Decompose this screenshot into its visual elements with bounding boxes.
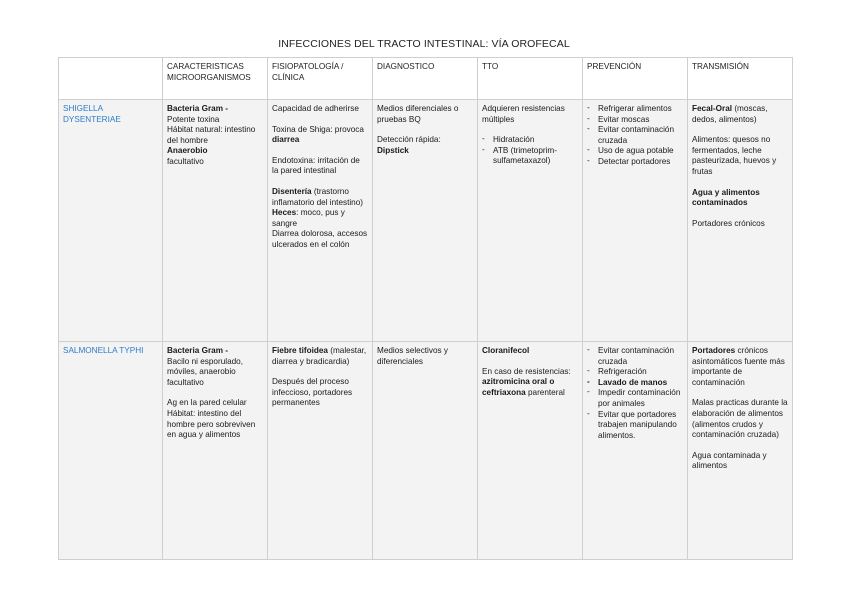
cell-text: Detección rápida: <box>377 135 441 145</box>
cell-text: Capacidad de adherirse <box>272 104 359 113</box>
header-fisiopatologia: FISIOPATOLOGÍA / CLÍNICA <box>268 58 373 100</box>
cell-text: Medios selectivos y diferenciales <box>377 346 448 366</box>
header-transmision: TRANSMISIÓN <box>688 58 793 100</box>
cell-text: Anaerobio <box>167 146 208 156</box>
cell-transmision <box>688 342 793 560</box>
cell-text: Bacteria Gram - <box>167 104 228 113</box>
list-item: - Refrigerar alimentos <box>587 104 683 115</box>
list-item: - Refrigeración <box>587 367 683 378</box>
cell-text: (moscas, dedos, alimentos) <box>692 104 768 124</box>
cell-text: Hábitat: intestino del hombre pero sobreviven en agua y alimentos <box>167 408 256 440</box>
cell-text: Bacilo ni esporulado, móviles, anaerobio facultativo <box>167 356 244 387</box>
cell-text: Agua contaminada y alimentos <box>692 450 767 471</box>
table-row <box>59 100 793 342</box>
cell-prevencion <box>583 342 688 560</box>
cell-text: (trastorno inflamatorio del intestino) <box>272 186 364 207</box>
cell-caracteristicas <box>163 342 268 560</box>
cell-text: Fecal-Oral <box>692 104 733 113</box>
cell-text: Portadores <box>692 346 736 355</box>
cell-text: Toxina de Shiga: provoca <box>272 124 364 134</box>
pathogen-name: SHIGELLA DYSENTERIAE <box>59 100 163 342</box>
pathogen-name: SALMONELLA TYPHI <box>59 342 163 560</box>
cell-text: diarrea <box>272 135 300 145</box>
infections-table <box>58 57 793 560</box>
header-prevencion: PREVENCIÓN <box>583 58 688 100</box>
cell-tto <box>478 342 583 560</box>
cell-text: Ag en la pared celular <box>167 398 247 408</box>
list-item: - Evitar moscas <box>587 115 683 126</box>
cell-text: Alimentos: quesos no fermentados, leche pasteurizada, huevos y frutas <box>692 135 777 176</box>
cell-text: Endotoxina: irritación de la pared intestinal <box>272 155 360 176</box>
header-tto: TTO <box>478 58 583 100</box>
cell-caracteristicas <box>163 100 268 342</box>
list-item: - Impedir contaminación por animales <box>587 388 683 409</box>
cell-text: Heces <box>272 208 297 218</box>
list-item: - Evitar que portadores trabajen manipulando alimentos. <box>587 410 683 442</box>
cell-text: Dipstick <box>377 145 409 155</box>
cell-text: Cloranifecol <box>482 346 530 355</box>
cell-text: Potente toxina <box>167 114 220 124</box>
cell-text: Portadores crónicos <box>692 218 765 228</box>
cell-text: En caso de resistencias: <box>482 366 571 376</box>
cell-text: Después del proceso infeccioso, portadores permanentes <box>272 377 353 408</box>
cell-fisiopatologia <box>268 100 373 342</box>
cell-prevencion <box>583 100 688 342</box>
cell-text: Hábitat natural: intestino del hombre <box>167 125 256 145</box>
list-item: - Hidratación <box>482 135 578 146</box>
list-item: - ATB (trimetoprim-sulfametaxazol) <box>482 146 578 167</box>
header-diagnostico: DIAGNOSTICO <box>373 58 478 100</box>
list-item: - Uso de agua potable <box>587 146 683 157</box>
cell-text: : moco, pus y sangre <box>272 208 345 228</box>
cell-text: Adquieren resistencias múltiples <box>482 104 565 124</box>
cell-text: Agua y alimentos contaminados <box>692 187 760 208</box>
cell-text: azitromicina oral o ceftriaxona <box>482 377 555 397</box>
header-row <box>59 58 793 100</box>
cell-fisiopatologia <box>268 342 373 560</box>
cell-text: Fiebre tifoidea <box>272 346 328 355</box>
list-item: - Detectar portadores <box>587 157 683 168</box>
list-item: - Evitar contaminación cruzada <box>587 125 683 146</box>
header-empty <box>59 58 163 100</box>
cell-text: Malas practicas durante la elaboración de alimentos (alimentos crudos y contaminación cruzada) <box>692 398 788 440</box>
cell-text: parenteral <box>525 387 565 397</box>
cell-diagnostico <box>373 100 478 342</box>
cell-text: Bacteria Gram - <box>167 346 228 355</box>
header-caracteristicas: CARACTERISTICAS MICROORGANISMOS <box>163 58 268 100</box>
tto-list <box>482 135 578 167</box>
cell-text: facultativo <box>167 156 204 166</box>
list-item: - Lavado de manos <box>587 378 683 389</box>
page-title: INFECCIONES DEL TRACTO INTESTINAL: VÍA OROFECAL <box>278 38 570 50</box>
cell-text: Disentería <box>272 186 312 196</box>
cell-text: Diarrea dolorosa, accesos ulcerados en el colón <box>272 229 368 249</box>
table-row <box>59 342 793 560</box>
cell-text: (malestar, diarrea y bradicardia) <box>272 346 367 366</box>
cell-transmision <box>688 100 793 342</box>
cell-diagnostico <box>373 342 478 560</box>
list-item: - Evitar contaminación cruzada <box>587 346 683 367</box>
cell-text: Medios diferenciales o pruebas BQ <box>377 104 459 124</box>
prevencion-list <box>587 104 683 168</box>
cell-text: crónicos asintomáticos fuente más importante de contaminación <box>692 346 785 387</box>
cell-tto <box>478 100 583 342</box>
prevencion-list <box>587 346 683 441</box>
